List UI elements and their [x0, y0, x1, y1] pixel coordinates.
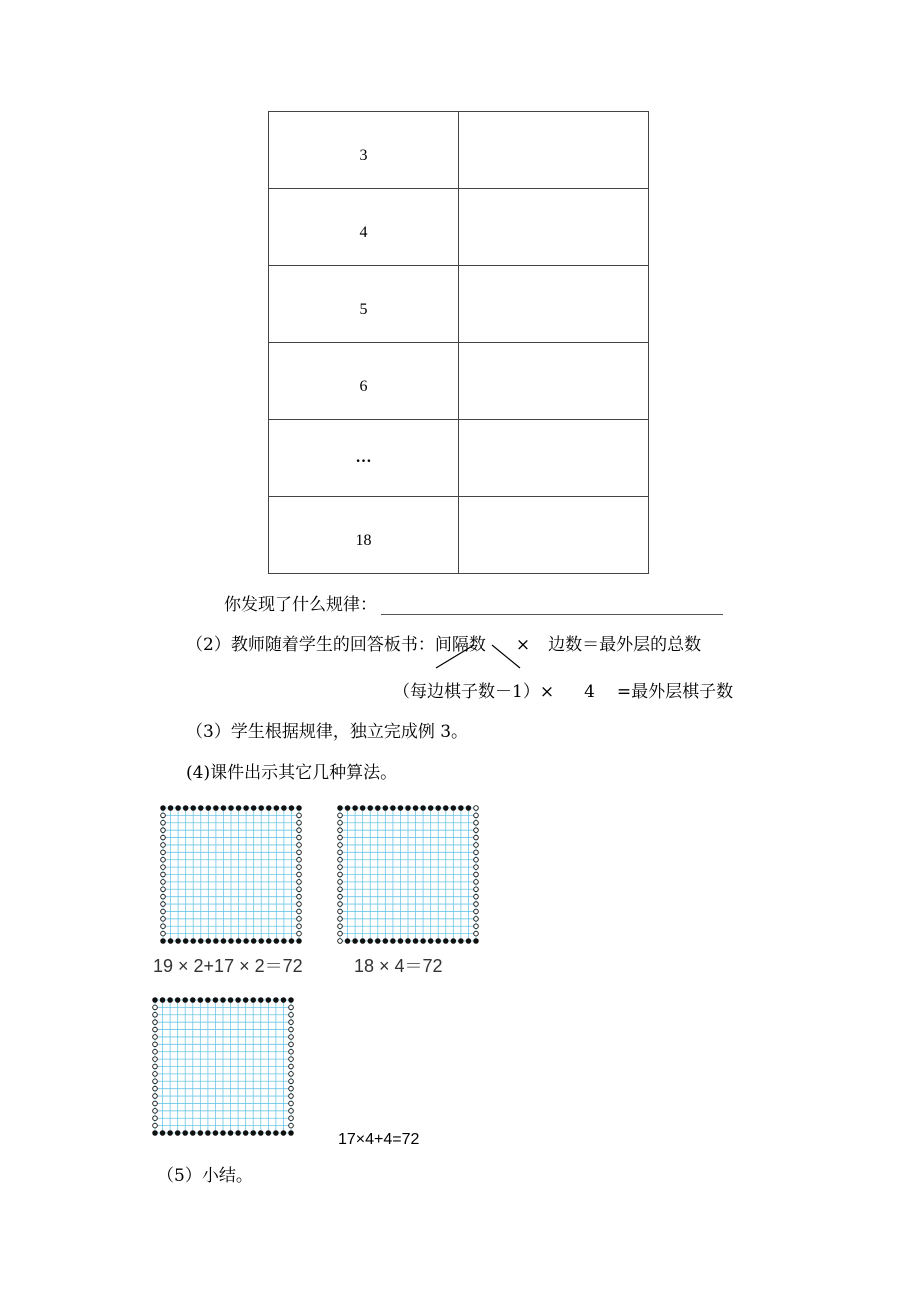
table-row: [269, 497, 649, 574]
table-cell: 5: [269, 266, 459, 343]
bead-dot: [338, 887, 343, 892]
bead-dot: [206, 806, 211, 811]
bead-dot: [274, 1131, 279, 1136]
bead-dot: [474, 857, 479, 862]
bead-dot: [183, 939, 188, 944]
bead-dot: [474, 924, 479, 929]
bead-dot: [289, 1064, 294, 1069]
bead-dot: [474, 828, 479, 833]
bead-dot: [406, 806, 411, 811]
bead-dot: [428, 806, 433, 811]
bead-dot: [161, 828, 166, 833]
bead-dot: [153, 1079, 158, 1084]
table-cell: …: [269, 420, 459, 497]
bead-dot: [153, 1072, 158, 1077]
bead-dot: [421, 939, 426, 944]
table-row: [269, 343, 649, 420]
bead-dot: [161, 924, 166, 929]
bead-dot: [398, 939, 403, 944]
bead-dot: [436, 939, 441, 944]
bead-dot: [474, 820, 479, 825]
bead-dot: [213, 998, 218, 1003]
table-cell: 6: [269, 343, 459, 420]
bead-dot: [338, 939, 343, 944]
bead-dot: [474, 931, 479, 936]
bead-dot: [297, 894, 302, 899]
bead-dot: [251, 939, 256, 944]
bead-dot: [289, 1123, 294, 1128]
bead-dot: [474, 917, 479, 922]
bead-dot: [191, 806, 196, 811]
figure-1-caption: 19 × 2+17 × 2＝72: [153, 956, 303, 976]
bead-dot: [244, 939, 249, 944]
bead-dot: [258, 998, 263, 1003]
bead-dot: [161, 865, 166, 870]
table-cell-empty: [459, 497, 649, 574]
question-line: [224, 590, 723, 615]
bead-dot: [243, 998, 248, 1003]
step-4: (4)课件出示其它几种算法。: [186, 763, 398, 783]
bead-dot: [338, 806, 343, 811]
bead-dot: [297, 939, 302, 944]
bead-dot: [236, 1131, 241, 1136]
bead-dot: [153, 1012, 158, 1017]
data-table: [268, 111, 649, 574]
bead-dot: [345, 939, 350, 944]
bead-dot: [153, 1123, 158, 1128]
bead-dot: [297, 857, 302, 862]
bead-dot: [191, 939, 196, 944]
bead-dot: [168, 1131, 173, 1136]
bead-dot: [244, 806, 249, 811]
bead-dot: [259, 806, 264, 811]
bead-dot: [474, 902, 479, 907]
bead-dot: [236, 939, 241, 944]
bead-dot: [161, 813, 166, 818]
bead-dot: [153, 1064, 158, 1069]
bead-dot: [360, 939, 365, 944]
bead-dot: [190, 998, 195, 1003]
bead-dot: [153, 1042, 158, 1047]
bead-dot: [391, 939, 396, 944]
bead-dot: [474, 939, 479, 944]
bead-dot: [236, 998, 241, 1003]
times-sign: ×: [515, 635, 531, 655]
bead-dot: [289, 939, 294, 944]
bead-dot: [221, 998, 226, 1003]
bead-dot: [274, 939, 279, 944]
bead-dot: [466, 806, 471, 811]
answer-blank: [381, 596, 723, 615]
bead-dot: [153, 1101, 158, 1106]
bead-dot: [338, 857, 343, 862]
formula-part-1: （每边棋子数－1）×: [393, 682, 555, 702]
table-row: [269, 189, 649, 266]
bead-dot: [474, 865, 479, 870]
bead-dot: [266, 939, 271, 944]
bead-dot: [176, 939, 181, 944]
bead-dot: [375, 806, 380, 811]
bead-dot: [161, 909, 166, 914]
bead-dot: [214, 939, 219, 944]
bead-dot: [297, 872, 302, 877]
bead-dot: [338, 865, 343, 870]
bead-dot: [398, 806, 403, 811]
bead-dot: [161, 894, 166, 899]
bead-dot: [297, 835, 302, 840]
bead-dot: [236, 806, 241, 811]
bead-dot: [221, 939, 226, 944]
bead-dot: [383, 939, 388, 944]
grid-figure-3: [150, 995, 296, 1138]
bead-dot: [289, 1086, 294, 1091]
question-label: 你发现了什么规律：: [224, 595, 377, 615]
bead-dot: [353, 806, 358, 811]
bead-dot: [198, 1131, 203, 1136]
bead-dot: [338, 924, 343, 929]
bead-dot: [289, 1079, 294, 1084]
bead-dot: [297, 820, 302, 825]
bead-dot: [153, 1020, 158, 1025]
bead-dot: [161, 806, 166, 811]
annotation-lines: [430, 640, 530, 672]
bead-dot: [258, 1131, 263, 1136]
bead-dot: [266, 806, 271, 811]
bead-dot: [206, 1131, 211, 1136]
bead-dot: [289, 1035, 294, 1040]
bead-dot: [198, 939, 203, 944]
bead-dot: [297, 909, 302, 914]
table-row: [269, 420, 649, 497]
bead-dot: [474, 887, 479, 892]
bead-dot: [474, 850, 479, 855]
table-cell-empty: [459, 189, 649, 266]
bead-dot: [338, 835, 343, 840]
bead-dot: [153, 998, 158, 1003]
bead-dot: [289, 1057, 294, 1062]
bead-dot: [413, 939, 418, 944]
bead-dot: [297, 887, 302, 892]
bead-dot: [428, 939, 433, 944]
bead-dot: [153, 1035, 158, 1040]
bead-dot: [338, 931, 343, 936]
figure-2-caption: 18 × 4＝72: [354, 956, 443, 976]
table-cell-empty: [459, 420, 649, 497]
bead-dot: [228, 1131, 233, 1136]
bead-dot: [338, 872, 343, 877]
bead-dot: [161, 872, 166, 877]
bead-dot: [443, 806, 448, 811]
bead-dot: [297, 924, 302, 929]
bead-dot: [183, 1131, 188, 1136]
table-cell-empty: [459, 343, 649, 420]
step-3: （3）学生根据规律，独立完成例 3。: [186, 722, 469, 742]
bead-dot: [160, 1131, 165, 1136]
bead-dot: [297, 917, 302, 922]
step-2-term: 间隔数: [434, 635, 486, 655]
bead-dot: [413, 806, 418, 811]
bead-dot: [289, 1109, 294, 1114]
bead-dot: [297, 880, 302, 885]
bead-dot: [160, 998, 165, 1003]
bead-dot: [474, 909, 479, 914]
bead-dot: [474, 872, 479, 877]
bead-dot: [289, 1042, 294, 1047]
bead-dot: [183, 806, 188, 811]
bead-dot: [289, 998, 294, 1003]
bead-dot: [289, 1012, 294, 1017]
bead-dot: [443, 939, 448, 944]
bead-dot: [297, 902, 302, 907]
bead-dot: [338, 850, 343, 855]
bead-dot: [153, 1005, 158, 1010]
bead-dot: [289, 806, 294, 811]
bead-dot: [198, 806, 203, 811]
bead-dot: [368, 806, 373, 811]
bead-dot: [153, 1109, 158, 1114]
bead-dot: [175, 1131, 180, 1136]
bead-dot: [251, 998, 256, 1003]
bead-dot: [383, 806, 388, 811]
bead-dot: [161, 931, 166, 936]
bead-dot: [281, 998, 286, 1003]
bead-dot: [289, 1020, 294, 1025]
bead-dot: [406, 939, 411, 944]
bead-dot: [368, 939, 373, 944]
table-cell-empty: [459, 112, 649, 189]
bead-dot: [297, 931, 302, 936]
bead-dot: [161, 939, 166, 944]
bead-dot: [360, 806, 365, 811]
bead-dot: [474, 894, 479, 899]
bead-dot: [168, 806, 173, 811]
bead-dot: [338, 843, 343, 848]
bead-dot: [289, 1131, 294, 1136]
grid-figure-1: [158, 803, 304, 946]
bead-dot: [289, 1005, 294, 1010]
bead-dot: [153, 1049, 158, 1054]
bead-dot: [289, 1094, 294, 1099]
figure-3-caption: 17×4+4=72: [338, 1131, 420, 1148]
step-2-rest: 边数＝最外层的总数: [548, 635, 702, 655]
table-cell: 4: [269, 189, 459, 266]
bead-dot: [168, 998, 173, 1003]
bead-dot: [297, 828, 302, 833]
step-2-prefix: （2）教师随着学生的回答板书：: [186, 635, 435, 655]
bead-dot: [338, 820, 343, 825]
bead-dot: [282, 806, 287, 811]
bead-dot: [229, 939, 234, 944]
bead-dot: [289, 1049, 294, 1054]
bead-dot: [436, 806, 441, 811]
table-cell: 18: [269, 497, 459, 574]
step-2-formula: [393, 677, 733, 702]
bead-dot: [229, 806, 234, 811]
bead-dot: [338, 813, 343, 818]
bead-dot: [206, 998, 211, 1003]
bead-dot: [266, 998, 271, 1003]
bead-dot: [338, 917, 343, 922]
bead-dot: [282, 939, 287, 944]
bead-dot: [153, 1027, 158, 1032]
formula-part-2: 4: [584, 682, 595, 702]
bead-dot: [297, 843, 302, 848]
bead-dot: [289, 1027, 294, 1032]
bead-dot: [474, 843, 479, 848]
bead-dot: [459, 806, 464, 811]
formula-part-3: =最外层棋子数: [616, 682, 734, 702]
bead-dot: [198, 998, 203, 1003]
bead-dot: [161, 887, 166, 892]
bead-dot: [153, 1131, 158, 1136]
bead-dot: [391, 806, 396, 811]
bead-dot: [274, 806, 279, 811]
bead-dot: [175, 998, 180, 1003]
bead-dot: [297, 865, 302, 870]
table-cell: 3: [269, 112, 459, 189]
bead-dot: [221, 806, 226, 811]
bead-dot: [190, 1131, 195, 1136]
bead-dot: [153, 1116, 158, 1121]
bead-dot: [466, 939, 471, 944]
bead-dot: [474, 880, 479, 885]
table-row: [269, 112, 649, 189]
bead-dot: [281, 1131, 286, 1136]
bead-dot: [161, 850, 166, 855]
bead-dot: [161, 820, 166, 825]
table-cell-empty: [459, 266, 649, 343]
bead-dot: [161, 835, 166, 840]
bead-dot: [161, 902, 166, 907]
bead-dot: [176, 806, 181, 811]
bead-dot: [259, 939, 264, 944]
bead-dot: [161, 880, 166, 885]
bead-dot: [338, 902, 343, 907]
bead-dot: [474, 813, 479, 818]
table-row: [269, 266, 649, 343]
bead-dot: [297, 850, 302, 855]
bead-dot: [338, 894, 343, 899]
bead-dot: [161, 857, 166, 862]
bead-dot: [289, 1116, 294, 1121]
bead-dot: [338, 909, 343, 914]
bead-dot: [161, 917, 166, 922]
bead-dot: [345, 806, 350, 811]
bead-dot: [474, 835, 479, 840]
bead-dot: [451, 806, 456, 811]
bead-dot: [161, 843, 166, 848]
bead-dot: [338, 880, 343, 885]
step-5: （5）小结。: [157, 1166, 253, 1186]
bead-dot: [266, 1131, 271, 1136]
bead-dot: [274, 998, 279, 1003]
bead-dot: [228, 998, 233, 1003]
bead-dot: [375, 939, 380, 944]
bead-dot: [421, 806, 426, 811]
bead-dot: [251, 806, 256, 811]
bead-dot: [289, 1072, 294, 1077]
bead-dot: [213, 1131, 218, 1136]
bead-dot: [183, 998, 188, 1003]
grid-figure-2: [335, 803, 481, 946]
bead-dot: [289, 1101, 294, 1106]
bead-dot: [338, 828, 343, 833]
bead-dot: [459, 939, 464, 944]
bead-dot: [251, 1131, 256, 1136]
bead-dot: [221, 1131, 226, 1136]
bead-dot: [474, 806, 479, 811]
bead-dot: [153, 1086, 158, 1091]
bead-dot: [206, 939, 211, 944]
bead-dot: [153, 1057, 158, 1062]
bead-dot: [214, 806, 219, 811]
bead-dot: [297, 806, 302, 811]
bead-dot: [297, 813, 302, 818]
bead-dot: [168, 939, 173, 944]
bead-dot: [153, 1094, 158, 1099]
bead-dot: [243, 1131, 248, 1136]
bead-dot: [353, 939, 358, 944]
bead-dot: [451, 939, 456, 944]
